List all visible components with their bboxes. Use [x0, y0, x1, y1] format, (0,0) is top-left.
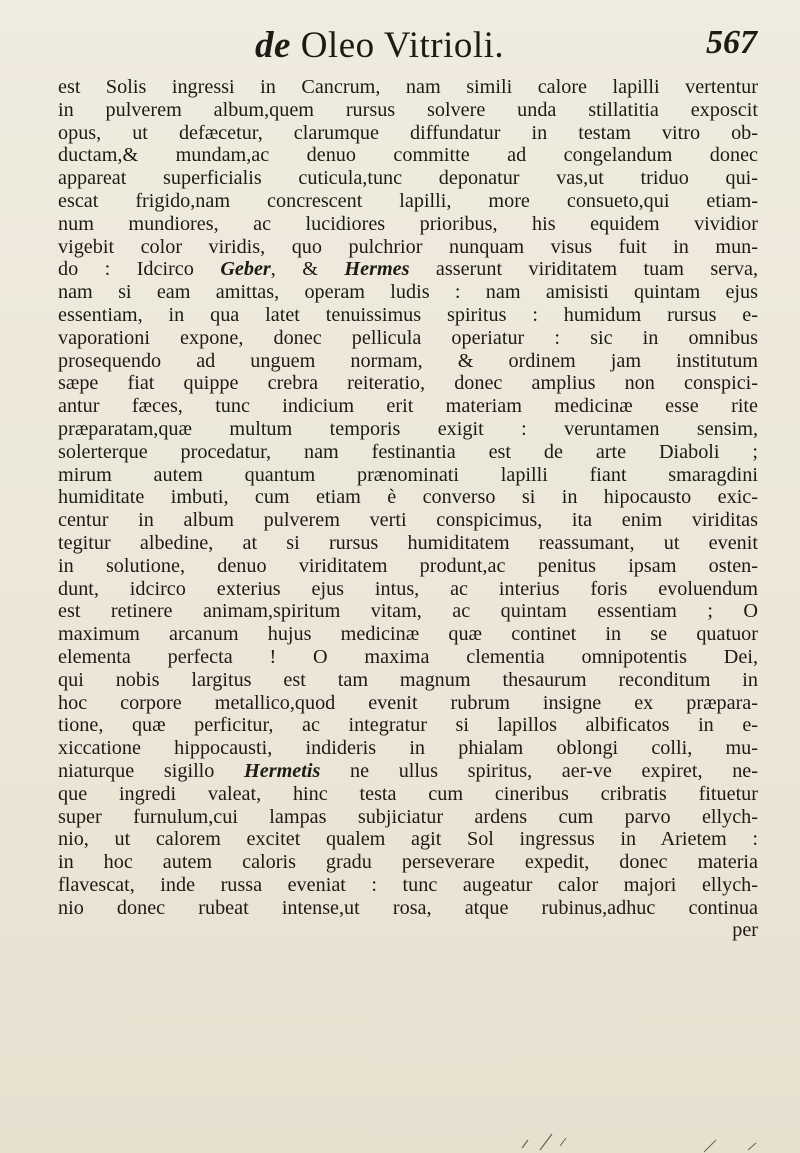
italic-name: Hermes	[344, 258, 410, 281]
text-line: vaporationi expone, donec pellicula operiatur : sic in omnibus	[58, 326, 758, 349]
text-line: appareat superficialis cuticula,tunc deponatur vas,ut triduo qui-	[58, 167, 758, 190]
text-line: flavescat, inde russa eveniat : tunc augeatur calor majori ellych-	[58, 873, 758, 896]
text-line: in pulverem album,quem rursus solvere unda stillatitia exposcit	[58, 98, 758, 121]
italic-name: Hermetis	[244, 759, 321, 782]
paper-marks	[0, 1110, 800, 1153]
text-line: prosequendo ad unguem normam, & ordinem jam institutum	[58, 349, 758, 372]
text-line: maximum arcanum hujus medicinæ quæ continet in se quatuor	[58, 623, 758, 646]
text-line: mirum autem quantum prænominati lapilli fiant smaragdini	[58, 463, 758, 486]
text-line: ductam,& mundam,ac denuo committe ad congelandum donec	[58, 144, 758, 167]
text-line: nam si eam amittas, operam ludis : nam amisisti quintam ejus	[58, 281, 758, 304]
text-line: niaturque sigillo Hermetis ne ullus spiritus, aer-ve expiret, ne-	[58, 759, 758, 782]
text-line: essentiam, in qua latet tenuissimus spiritus : humidum rursus e-	[58, 303, 758, 326]
text-line: hoc corpore metallico,quod evenit rubrum insigne ex præpara-	[58, 691, 758, 714]
ink-stroke	[522, 1140, 528, 1148]
text-line: tegitur albedine, at si rursus humiditatem reassumant, ut evenit	[58, 531, 758, 554]
text-line: qui nobis largitus est tam magnum thesaurum reconditum in	[58, 668, 758, 691]
text-line: vigebit color viridis, quo pulchrior nunquam visus fuit in mun-	[58, 235, 758, 258]
text-line: præparatam,quæ multum temporis exigit : veruntamen sensim,	[58, 417, 758, 440]
text-line: humiditate imbuti, cum etiam è converso si in hipocausto exic-	[58, 486, 758, 509]
catchword: per	[732, 919, 758, 942]
text-line: solerterque procedatur, nam festinantia est de arte Diaboli ;	[58, 440, 758, 463]
text-line: tione, quæ perficitur, ac integratur si lapillos albificatos in e-	[58, 714, 758, 737]
text-line: in solutione, denuo viriditatem produnt,ac penitus ipsam osten-	[58, 554, 758, 577]
text-line: nio, ut calorem excitet qualem agit Sol ingressus in Arietem :	[58, 828, 758, 851]
page-header	[0, 14, 800, 74]
ink-stroke	[748, 1143, 756, 1150]
text-line: do : Idcirco Geber, & Hermes asserunt viriditatem tuam serva,	[58, 258, 758, 281]
text-line: que ingredi valeat, hinc testa cum cineribus cribratis fituetur	[58, 782, 758, 805]
text-line: est retinere animam,spiritum vitam, ac quintam essentiam ; O	[58, 600, 758, 623]
running-title-prefix: de	[255, 25, 291, 66]
text-line: sæpe fiat quippe crebra reiteratio, donec amplius non conspici-	[58, 372, 758, 395]
text-line: dunt, idcirco exterius ejus intus, ac interius foris evoluendum	[58, 577, 758, 600]
running-title-main: Oleo Vitrioli.	[290, 25, 505, 66]
text-line: elementa perfecta ! O maxima clementia omnipotentis Dei,	[58, 645, 758, 668]
ink-stroke	[704, 1140, 716, 1152]
text-line: super furnulum,cui lampas subjiciatur ardens cum parvo ellych-	[58, 805, 758, 828]
text-line: centur in album pulverem verti conspicimus, ita enim viriditas	[58, 509, 758, 532]
body-text	[58, 76, 758, 942]
ink-stroke	[560, 1138, 566, 1146]
italic-name: Geber	[220, 258, 271, 281]
page-number: 567	[706, 24, 757, 61]
text-line: opus, ut defæcetur, clarumque diffundatur in testam vitro ob-	[58, 121, 758, 144]
text-line: num mundiores, ac lucidiores prioribus, his equidem vividior	[58, 212, 758, 235]
text-line: nio donec rubeat intense,ut rosa, atque rubinus,adhuc continua	[58, 896, 758, 919]
running-title	[255, 24, 504, 67]
text-line: in hoc autem caloris gradu perseverare expedit, donec materia	[58, 851, 758, 874]
ink-stroke	[540, 1134, 552, 1150]
text-line: est Solis ingressi in Cancrum, nam simili calore lapilli vertentur	[58, 76, 758, 98]
text-line: xiccatione hippocausti, indideris in phialam oblongi colli, mu-	[58, 737, 758, 760]
text-line: antur fæces, tunc indicium erit materiam medicinæ esse rite	[58, 395, 758, 418]
text-line: escat frigido,nam concrescent lapilli, more consueto,qui etiam-	[58, 189, 758, 212]
